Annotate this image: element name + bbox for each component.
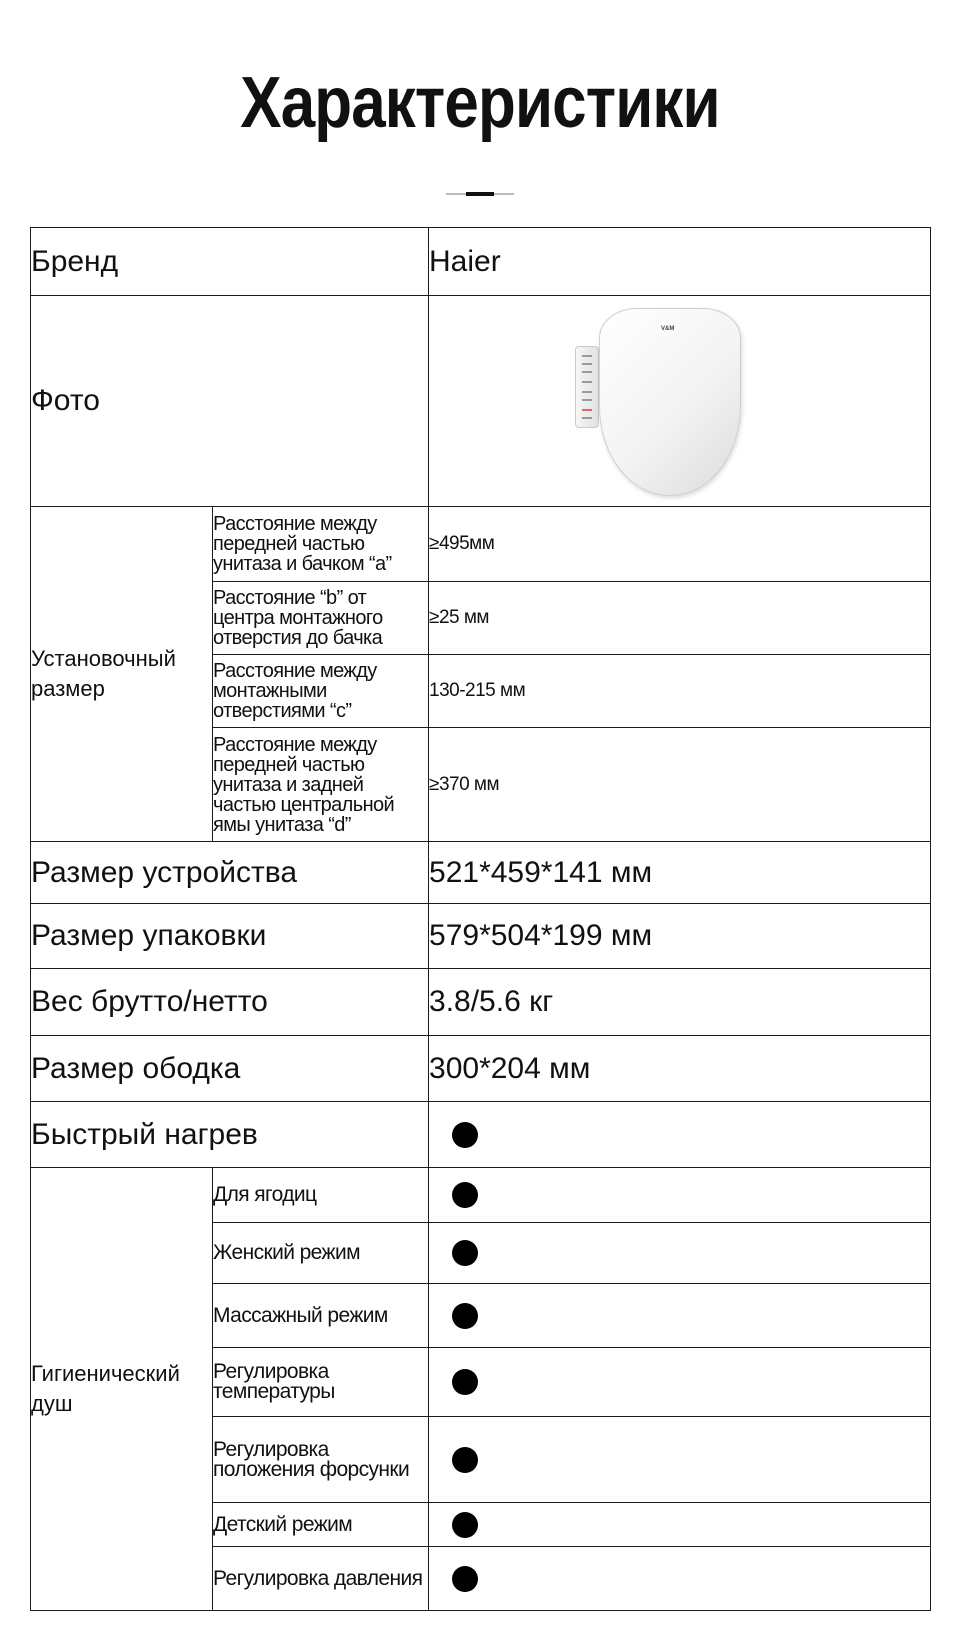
photo-label: Фото: [31, 296, 429, 507]
install-sub-label: Расстояние между передней частью унитаза и задней частью центральной ямы унитаза “d”: [213, 728, 429, 842]
install-value: ≥25 мм: [429, 582, 931, 655]
product-photo: [429, 296, 930, 506]
table-row: [31, 1102, 931, 1168]
hygiene-sub-label: Женский режим: [213, 1223, 429, 1284]
feature-dot-icon: [452, 1303, 478, 1329]
hygiene-value: [429, 1547, 931, 1611]
page-title: Характеристики: [240, 63, 720, 143]
hygiene-value: [429, 1348, 931, 1417]
hygiene-value: [429, 1168, 931, 1223]
control-panel-icon: [575, 346, 599, 428]
feature-dot-icon: [452, 1566, 478, 1592]
brand-value: Haier: [429, 228, 931, 296]
hygiene-value: [429, 1417, 931, 1503]
weight-label: Вес брутто/нетто: [31, 969, 429, 1036]
feature-dot-icon: [452, 1447, 478, 1473]
hygiene-sub-label: Детский режим: [213, 1503, 429, 1547]
package-size-value: 579*504*199 мм: [429, 904, 931, 969]
table-row: [31, 507, 931, 582]
feature-dot-icon: [452, 1122, 478, 1148]
hygiene-sub-label: Массажный режим: [213, 1284, 429, 1348]
hygiene-sub-label: Регулировка давления: [213, 1547, 429, 1611]
install-sub-label: Расстояние между монтажными отверстиями “c”: [213, 655, 429, 728]
hygiene-sub-label: Для ягодиц: [213, 1168, 429, 1223]
hygiene-value: [429, 1223, 931, 1284]
product-logo: V&M: [661, 326, 675, 332]
install-sub-label: Расстояние “b” от центра монтажного отверстия до бачка: [213, 582, 429, 655]
table-row: [31, 904, 931, 969]
hygiene-sub-label: Регулировка положения форсунки: [213, 1417, 429, 1503]
install-value: 130-215 мм: [429, 655, 931, 728]
install-sub-label: Расстояние между передней частью унитаза и бачком “a”: [213, 507, 429, 582]
device-size-value: 521*459*141 мм: [429, 842, 931, 904]
hygiene-sub-label: Регулировка температуры: [213, 1348, 429, 1417]
feature-dot-icon: [452, 1369, 478, 1395]
package-size-label: Размер упаковки: [31, 904, 429, 969]
feature-dot-icon: [452, 1182, 478, 1208]
fast-heat-label: Быстрый нагрев: [31, 1102, 429, 1168]
table-row: [31, 969, 931, 1036]
table-row: [31, 296, 931, 507]
feature-dot-icon: [452, 1240, 478, 1266]
install-value: ≥495мм: [429, 507, 931, 582]
brand-label: Бренд: [31, 228, 429, 296]
table-row: [31, 1168, 931, 1223]
hygiene-label: Гигиенический душ: [31, 1168, 213, 1611]
product-photo-cell: [429, 296, 931, 507]
toilet-seat-image: [599, 308, 739, 494]
spec-table: [30, 227, 931, 1611]
install-size-label: Установочный размер: [31, 507, 213, 842]
table-row: [31, 842, 931, 904]
device-size-label: Размер устройства: [31, 842, 429, 904]
table-row: [31, 1036, 931, 1102]
rim-size-label: Размер ободка: [31, 1036, 429, 1102]
hygiene-value: [429, 1284, 931, 1348]
rim-size-value: 300*204 мм: [429, 1036, 931, 1102]
title-divider: [446, 192, 514, 196]
install-value: ≥370 мм: [429, 728, 931, 842]
hygiene-value: [429, 1503, 931, 1547]
weight-value: 3.8/5.6 кг: [429, 969, 931, 1036]
feature-dot-icon: [452, 1512, 478, 1538]
fast-heat-value: [429, 1102, 931, 1168]
table-row: [31, 228, 931, 296]
